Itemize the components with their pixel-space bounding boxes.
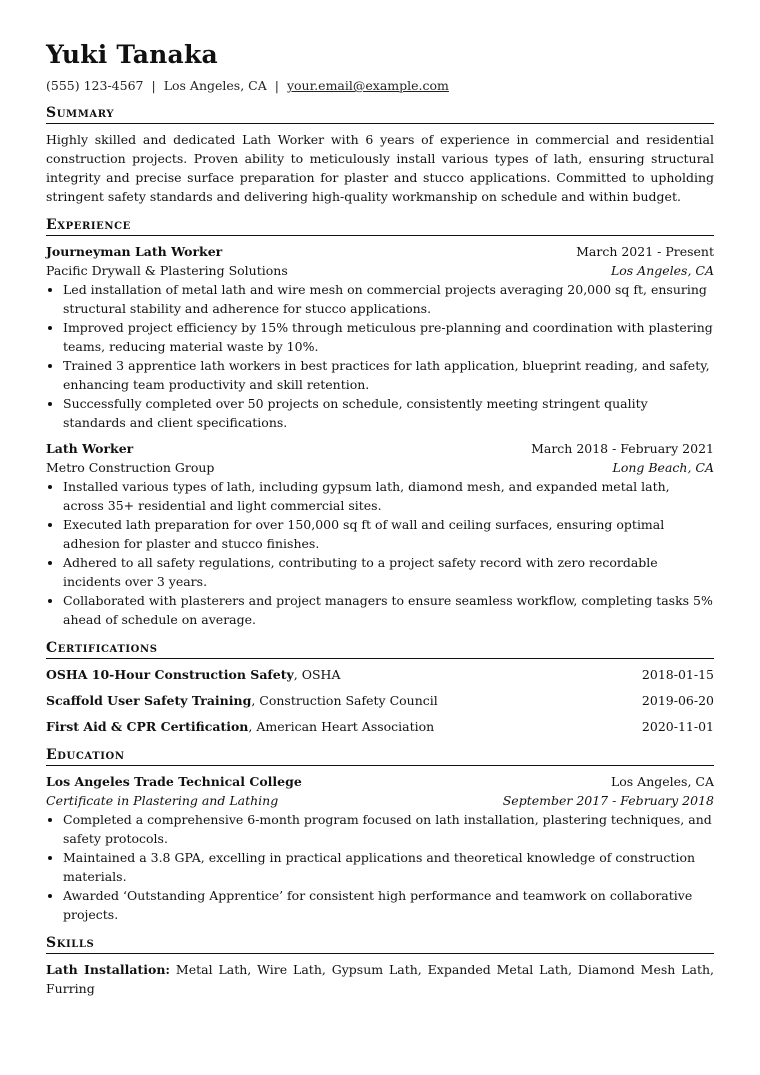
skills-category: Lath Installation: [46, 962, 171, 977]
phone-number: (555) 123-4567 [46, 78, 144, 93]
list-item: • Adhered to all safety regulations, contributing to a project safety record with zero recordable incidents over 3 years. [63, 553, 714, 591]
list-item: • Maintained a 3.8 GPA, excelling in practical applications and theoretical knowledge of construction materials. [63, 848, 714, 886]
experience-section [46, 216, 714, 629]
job-role: Lath Worker [46, 441, 134, 456]
skills-line [46, 960, 714, 998]
list-item: • Led installation of metal lath and wire mesh on commercial projects averaging 20,000 sq ft, ensuring structural stability and adherence for stucco applications. [63, 280, 714, 318]
skills-section [46, 934, 714, 998]
job-bullets [46, 280, 714, 432]
certification-date: 2020-11-01 [641, 719, 714, 734]
certification-row [46, 717, 714, 736]
job-entry [46, 242, 714, 432]
job-dates: March 2018 - February 2021 [531, 441, 714, 456]
section-heading-summary: Summary [46, 104, 714, 124]
job-location: Long Beach, CA [612, 460, 714, 475]
education-bullets [46, 810, 714, 924]
section-heading-education: Education [46, 746, 714, 766]
certification-issuer: , American Heart Association [248, 719, 435, 734]
skills-list: Metal Lath, Wire Lath, Gypsum Lath, Expanded Metal Lath, Diamond Mesh Lath, Furring [46, 962, 715, 996]
certification-name: Scaffold User Safety Training [46, 693, 252, 708]
location: Los Angeles, CA [163, 78, 267, 93]
section-heading-certifications: Certifications [46, 639, 714, 659]
list-item: • Improved project efficiency by 15% through meticulous pre-planning and coordination with plastering teams, reducing material waste by 10%. [63, 318, 714, 356]
school-name: Los Angeles Trade Technical College [46, 774, 302, 789]
job-bullets [46, 477, 714, 629]
job-company: Pacific Drywall & Plastering Solutions [46, 263, 288, 278]
candidate-name: Yuki Tanaka [46, 40, 218, 69]
certification-date: 2018-01-15 [641, 667, 714, 682]
certification-row [46, 691, 714, 710]
job-location: Los Angeles, CA [610, 263, 714, 278]
certification-row [46, 665, 714, 684]
email-link[interactable]: your.email@example.com [286, 78, 449, 93]
job-company: Metro Construction Group [46, 460, 215, 475]
list-item: • Installed various types of lath, including gypsum lath, diamond mesh, and expanded metal lath, across 35+ residential and light commercial sites. [63, 477, 714, 515]
program-name: Certificate in Plastering and Lathing [46, 793, 279, 808]
section-heading-skills: Skills [46, 934, 714, 954]
list-item: • Awarded ‘Outstanding Apprentice’ for consistent high performance and teamwork on collaborative projects. [63, 886, 714, 924]
list-item: • Completed a comprehensive 6-month program focused on lath installation, plastering techniques, and safety protocols. [63, 810, 714, 848]
school-location: Los Angeles, CA [610, 774, 714, 789]
certification-name: First Aid & CPR Certification [46, 719, 249, 734]
certification-date: 2019-06-20 [641, 693, 714, 708]
certification-issuer: , Construction Safety Council [251, 693, 438, 708]
summary-section [46, 104, 714, 206]
job-role: Journeyman Lath Worker [46, 244, 223, 259]
list-item: • Executed lath preparation for over 150,000 sq ft of wall and ceiling surfaces, ensuring optimal adhesion for plaster and stucco finishes. [63, 515, 714, 553]
section-heading-experience: Experience [46, 216, 714, 236]
list-item: • Successfully completed over 50 projects on schedule, consistently meeting stringent quality standards and client specifications. [63, 394, 714, 432]
job-dates: March 2021 - Present [576, 244, 714, 259]
education-section [46, 746, 714, 924]
contact-separator: | [151, 78, 156, 93]
contact-separator: | [274, 78, 279, 93]
education-dates: September 2017 - February 2018 [502, 793, 714, 808]
list-item: • Trained 3 apprentice lath workers in best practices for lath application, blueprint reading, and safety, enhancing team productivity and skill retention. [63, 356, 714, 394]
contact-line [46, 78, 714, 94]
certification-issuer: , OSHA [293, 667, 341, 682]
job-entry [46, 439, 714, 629]
list-item: • Collaborated with plasterers and project managers to ensure seamless workflow, completing tasks 5% ahead of schedule on average. [63, 591, 714, 629]
summary-text: Highly skilled and dedicated Lath Worker with 6 years of experience in commercial and residential construction projects. Proven ability to meticulously install various types of lath, ensuring structural integrity and precise surface preparation for plaster and stucco applications. Committed to upholding stringent safety standards and delivering high-quality workmanship on schedule and within budget. [46, 132, 714, 204]
certification-name: OSHA 10-Hour Construction Safety [46, 667, 294, 682]
certifications-section [46, 639, 714, 736]
